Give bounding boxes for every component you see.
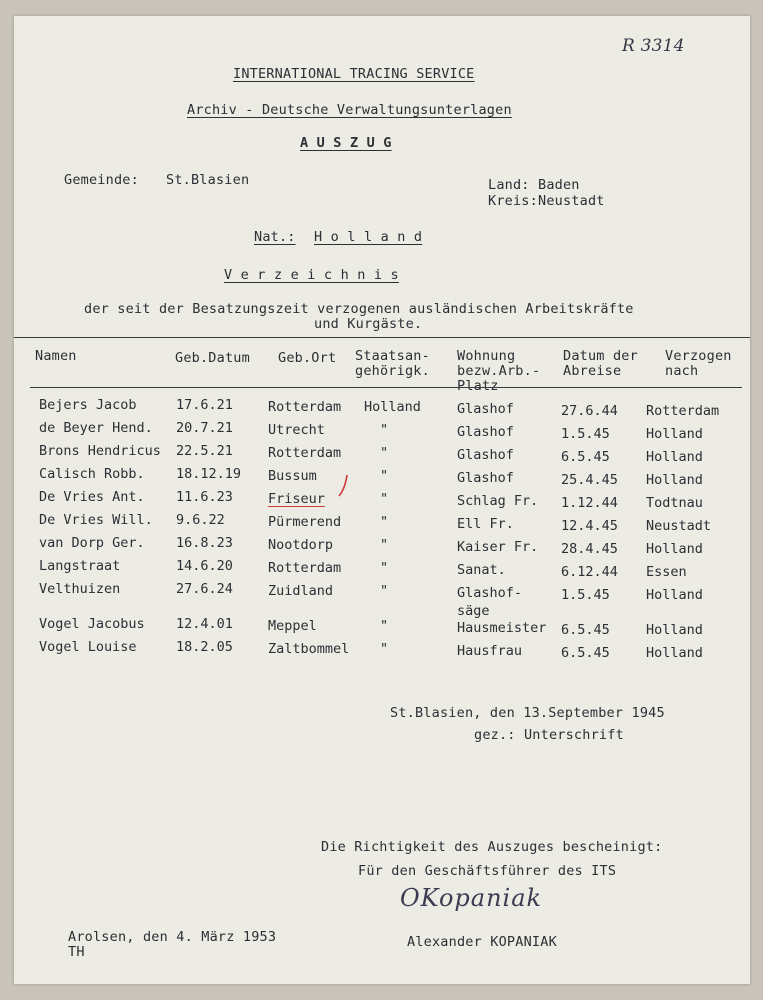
header-nationality-1: Staatsan- [355, 348, 430, 364]
table-cell-moved-to: Rotterdam [646, 403, 720, 419]
table-cell-residence: Glashof [457, 424, 514, 440]
table-cell-departure: 1.5.45 [561, 587, 610, 603]
certification-line2: Für den Geschäftsführer des ITS [358, 863, 617, 879]
table-cell-nationality: " [380, 560, 389, 576]
table-cell-moved-to: Holland [646, 622, 703, 638]
gemeinde-label: Gemeinde: [64, 172, 139, 188]
table-cell-birth-place: Rotterdam [268, 445, 342, 461]
table-cell-name: De Vries Ant. [39, 489, 145, 505]
table-cell-birth-place: Zuidland [268, 583, 334, 599]
nationality-label: Nat.: [254, 229, 296, 245]
table-cell-moved-to: Holland [646, 587, 703, 603]
table-cell-birth-date: 22.5.21 [176, 443, 233, 459]
table-cell-name: de Beyer Hend. [39, 420, 153, 436]
table-cell-moved-to: Holland [646, 645, 703, 661]
document-page [14, 16, 750, 984]
header-departure-1: Datum der [563, 348, 638, 364]
table-cell-birth-place: Zaltbommel [268, 641, 350, 657]
list-subtitle-line2: und Kurgäste. [314, 316, 423, 332]
table-cell-birth-date: 14.6.20 [176, 558, 233, 574]
table-cell-name: Brons Hendricus [39, 443, 161, 459]
col-birth-place [268, 396, 349, 661]
table-cell-departure: 6.5.45 [561, 645, 610, 661]
col-departure [561, 400, 618, 665]
table-cell-birth-place: Bussum [268, 468, 317, 484]
table-cell-residence: Hausmeister [457, 620, 547, 636]
header-residence-1: Wohnung [457, 348, 516, 364]
table-cell-name: Vogel Jacobus [39, 616, 145, 632]
table-cell-nationality: " [380, 422, 389, 438]
table-cell-name: Langstraat [39, 558, 121, 574]
table-cell-departure: 6.5.45 [561, 449, 610, 465]
table-cell-nationality: " [380, 537, 389, 553]
table-cell-departure: 1.5.45 [561, 426, 610, 442]
table-cell-name: Velthuizen [39, 581, 121, 597]
table-cell-moved-to: Holland [646, 426, 703, 442]
table-cell-birth-place: Utrecht [268, 422, 325, 438]
table-cell-birth-place: Pürmerend [268, 514, 342, 530]
kreis-label: Kreis: [488, 193, 538, 209]
document-type: A U S Z U G [300, 135, 392, 151]
table-cell-birth-date: 16.8.23 [176, 535, 233, 551]
organization-title: INTERNATIONAL TRACING SERVICE [233, 66, 475, 82]
header-birth-date: Geb.Datum [175, 350, 250, 366]
nationality-value: H o l l a n d [314, 229, 423, 245]
table-cell-departure: 6.12.44 [561, 564, 618, 580]
table-cell-residence: Ell Fr. [457, 516, 514, 532]
signed-note: gez.: Unterschrift [474, 727, 624, 743]
land-value: Baden [538, 177, 580, 193]
header-departure-2: Abreise [563, 363, 622, 379]
table-cell-residence-line2: säge [457, 603, 490, 619]
table-cell-departure: 25.4.45 [561, 472, 618, 488]
table-cell-birth-date: 11.6.23 [176, 489, 233, 505]
table-cell-nationality: " [380, 514, 389, 530]
handwritten-reference: R 3314 [622, 36, 685, 56]
table-cell-moved-to: Neustadt [646, 518, 712, 534]
header-residence-3: Platz [457, 378, 499, 394]
col-moved-to [646, 400, 719, 665]
table-cell-moved-to: Holland [646, 449, 703, 465]
table-cell-nationality: " [380, 641, 389, 657]
table-cell-residence: Hausfrau [457, 643, 523, 659]
table-cell-residence: Sanat. [457, 562, 506, 578]
table-cell-residence: Glashof- [457, 585, 523, 601]
table-cell-name: Calisch Robb. [39, 466, 145, 482]
table-cell-name: Vogel Louise [39, 639, 137, 655]
col-nationality [364, 396, 421, 661]
table-cell-birth-place: Nootdorp [268, 537, 334, 553]
table-cell-birth-date: 20.7.21 [176, 420, 233, 436]
list-subtitle-line1: der seit der Besatzungszeit verzogenen ausländischen Arbeitskräfte [84, 301, 634, 317]
table-cell-birth-date: 9.6.22 [176, 512, 225, 528]
header-moved-2: nach [665, 363, 699, 379]
table-cell-moved-to: Holland [646, 541, 703, 557]
table-cell-nationality: " [380, 491, 389, 507]
archive-title: Archiv - Deutsche Verwaltungsunterlagen [187, 102, 512, 118]
header-moved-1: Verzogen [665, 348, 732, 364]
header-birth-place: Geb.Ort [278, 350, 337, 366]
table-cell-birth-date: 17.6.21 [176, 397, 233, 413]
header-residence-2: bezw.Arb.- [457, 363, 541, 379]
table-cell-birth-place: Rotterdam [268, 399, 342, 415]
table-cell-residence: Glashof [457, 447, 514, 463]
table-cell-moved-to: Todtnau [646, 495, 703, 511]
table-cell-name: van Dorp Ger. [39, 535, 145, 551]
table-cell-name: Bejers Jacob [39, 397, 137, 413]
table-cell-nationality: Holland [364, 399, 421, 415]
table-cell-nationality: " [380, 583, 389, 599]
table-cell-nationality: " [380, 445, 389, 461]
header-nationality-2: gehörigk. [355, 363, 430, 379]
table-cell-birth-date: 18.2.05 [176, 639, 233, 655]
table-cell-residence: Kaiser Fr. [457, 539, 539, 555]
certification-line1: Die Richtigkeit des Auszuges bescheinigt: [321, 839, 663, 855]
table-cell-moved-to: Essen [646, 564, 687, 580]
header-rule [30, 387, 742, 388]
gemeinde-value: St.Blasien [166, 172, 250, 188]
table-cell-nationality: " [380, 618, 389, 634]
table-cell-residence: Schlag Fr. [457, 493, 539, 509]
table-cell-residence: Glashof [457, 401, 514, 417]
signer-name: Alexander KOPANIAK [407, 934, 557, 950]
table-cell-departure: 12.4.45 [561, 518, 618, 534]
table-cell-birth-place: Meppel [268, 618, 317, 634]
header-name: Namen [35, 348, 77, 364]
col-name [39, 394, 161, 659]
table-top-rule [14, 337, 750, 338]
table-cell-birth-date: 12.4.01 [176, 616, 233, 632]
red-check-mark-icon [336, 473, 350, 499]
table-cell-moved-to: Holland [646, 472, 703, 488]
table-cell-departure: 27.6.44 [561, 403, 618, 419]
table-cell-birth-date: 27.6.24 [176, 581, 233, 597]
table-cell-birth-place: Rotterdam [268, 560, 342, 576]
handwritten-signature: OKopaniak [400, 884, 543, 912]
table-cell-birth-place: Friseur [268, 491, 325, 507]
land-label: Land: [488, 177, 530, 193]
issue-place-date: Arolsen, den 4. März 1953 [68, 929, 277, 945]
table-cell-departure: 28.4.45 [561, 541, 618, 557]
table-cell-residence: Glashof [457, 470, 514, 486]
table-cell-name: De Vries Will. [39, 512, 153, 528]
list-title: V e r z e i c h n i s [224, 267, 399, 283]
table-cell-nationality: " [380, 468, 389, 484]
table-cell-departure: 6.5.45 [561, 622, 610, 638]
col-birth-date [176, 394, 241, 659]
kreis-value: Neustadt [538, 193, 605, 209]
col-residence [457, 398, 546, 663]
table-cell-departure: 1.12.44 [561, 495, 618, 511]
typist-initials: TH [68, 944, 85, 960]
place-date: St.Blasien, den 13.September 1945 [390, 705, 665, 721]
table-cell-birth-date: 18.12.19 [176, 466, 242, 482]
